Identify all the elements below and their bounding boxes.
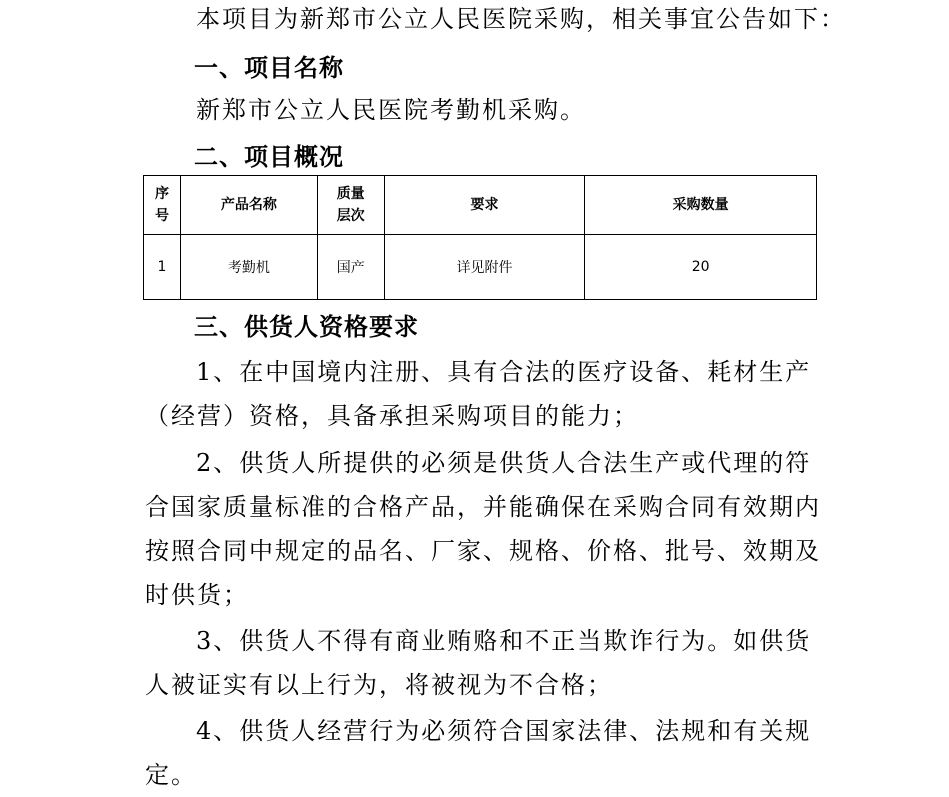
cell-index: 1	[144, 235, 181, 300]
requirement-2-line-2: 合国家质量标准的合格产品，并能确保在采购合同有效期内	[145, 493, 821, 521]
cell-product-name: 考勤机	[180, 235, 317, 300]
requirement-2-line-1: 2、供货人所提供的必须是供货人合法生产或代理的符	[196, 449, 812, 477]
header-product-name: 产品名称	[180, 176, 317, 235]
requirement-2-line-4: 时供货；	[145, 581, 249, 609]
section-3-title: 三、供货人资格要求	[194, 313, 419, 341]
requirement-4-line-1: 4、供货人经营行为必须符合国家法律、法规和有关规	[196, 717, 812, 745]
table-row	[144, 235, 817, 300]
project-overview-table	[143, 175, 817, 300]
section-2-title: 二、项目概况	[194, 143, 344, 171]
intro-text: 本项目为新郑市公立人民医院采购，相关事宜公告如下：	[196, 5, 846, 33]
requirement-1-line-2: （经营）资格，具备承担采购项目的能力；	[145, 402, 639, 430]
table-header-row	[144, 176, 817, 235]
requirement-2-line-3: 按照合同中规定的品名、厂家、规格、价格、批号、效期及	[145, 537, 821, 565]
header-requirement: 要求	[384, 176, 585, 235]
cell-requirement: 详见附件	[384, 235, 585, 300]
requirement-3-line-1: 3、供货人不得有商业贿赂和不正当欺诈行为。如供货	[196, 627, 812, 655]
header-quantity: 采购数量	[585, 176, 817, 235]
section-1-title: 一、项目名称	[194, 54, 344, 82]
project-name-text: 新郑市公立人民医院考勤机采购。	[196, 96, 586, 124]
header-index: 序号	[144, 176, 181, 235]
requirement-4-line-2: 定。	[145, 761, 197, 789]
header-quality-level: 质量层次	[317, 176, 384, 235]
cell-quantity: 20	[585, 235, 817, 300]
requirement-1-line-1: 1、在中国境内注册、具有合法的医疗设备、耗材生产	[196, 358, 812, 386]
requirement-3-line-2: 人被证实有以上行为，将被视为不合格；	[145, 671, 613, 699]
cell-quality-level: 国产	[317, 235, 384, 300]
